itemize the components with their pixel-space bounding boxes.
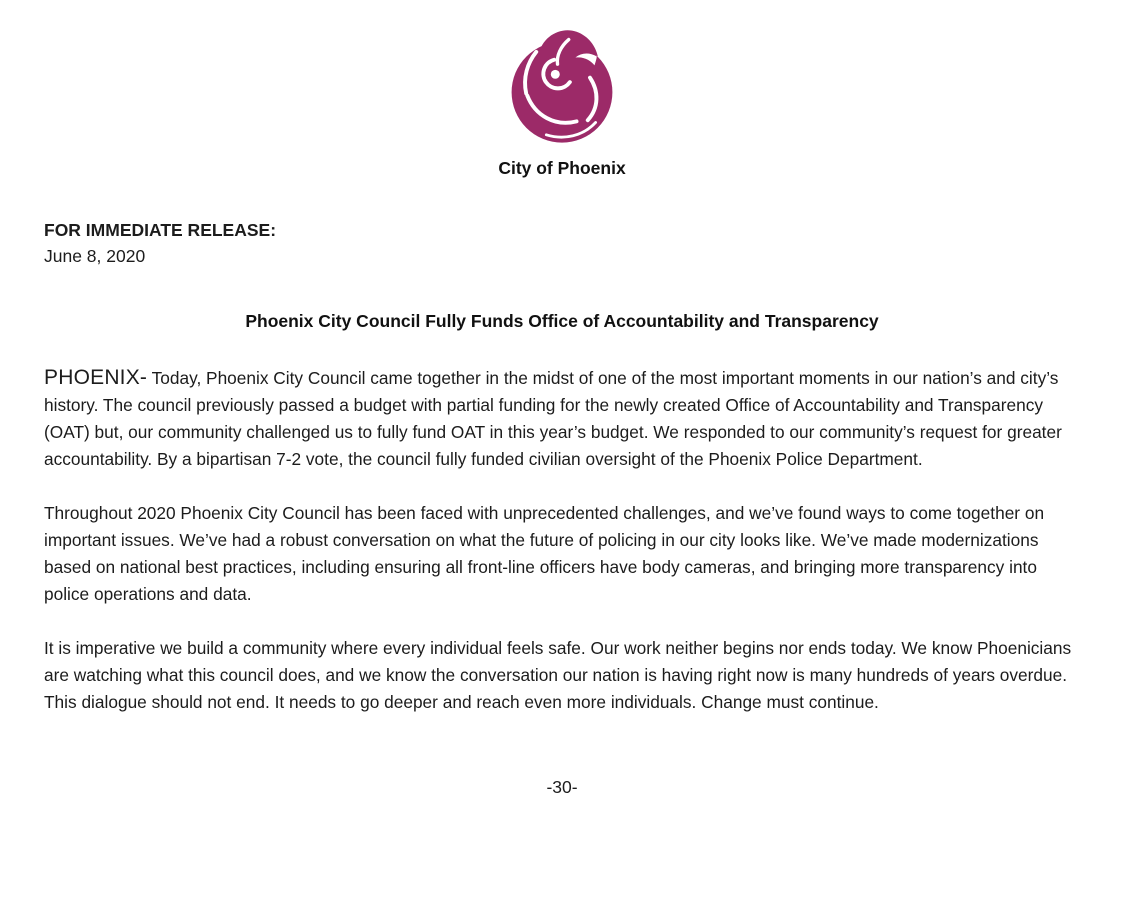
city-of-phoenix-logo [506,26,618,145]
headline: Phoenix City Council Fully Funds Office of Accountability and Transparency [245,311,879,331]
document-header [44,26,1080,179]
release-date: June 8, 2020 [44,246,146,266]
dateline: PHOENIX- [44,366,148,389]
end-of-release-mark: -30- [546,777,578,797]
paragraph-1-text: Today, Phoenix City Council came together in the midst of one of the most important moments in our nation’s and city’s history. The council previously passed a budget with partial funding for the newly created Office of Accountability and Transparency (OAT) but, our community challenged us to fully fund OAT in this year’s budget. We responded to our community’s request for greater accountability. By a bipartisan 7-2 vote, the council fully funded civilian oversight of the Phoenix Police Department. [44,368,1062,469]
logo-caption: City of Phoenix [498,158,626,178]
release-label: FOR IMMEDIATE RELEASE: [44,220,277,240]
release-info [44,217,1080,270]
phoenix-bird-icon [506,26,618,145]
body-paragraph-1 [44,364,1080,473]
body-paragraph-3: It is imperative we build a community where every individual feels safe. Our work neither begins nor ends today. We know Phoenicians are watching what this council does, and we know the conversation our nation is having right now is many hundreds of years overdue. This dialogue should not end. It needs to go deeper and reach even more individuals. Change must continue. [44,638,1072,712]
body-paragraph-2: Throughout 2020 Phoenix City Council has been faced with unprecedented challenges, and we’ve found ways to come together on important issues. We’ve had a robust conversation on what the future of policing in our city looks like. We’ve made modernizations based on national best practices, including ensuring all front-line officers have body cameras, and bringing more transparency into police operations and data. [44,503,1045,604]
